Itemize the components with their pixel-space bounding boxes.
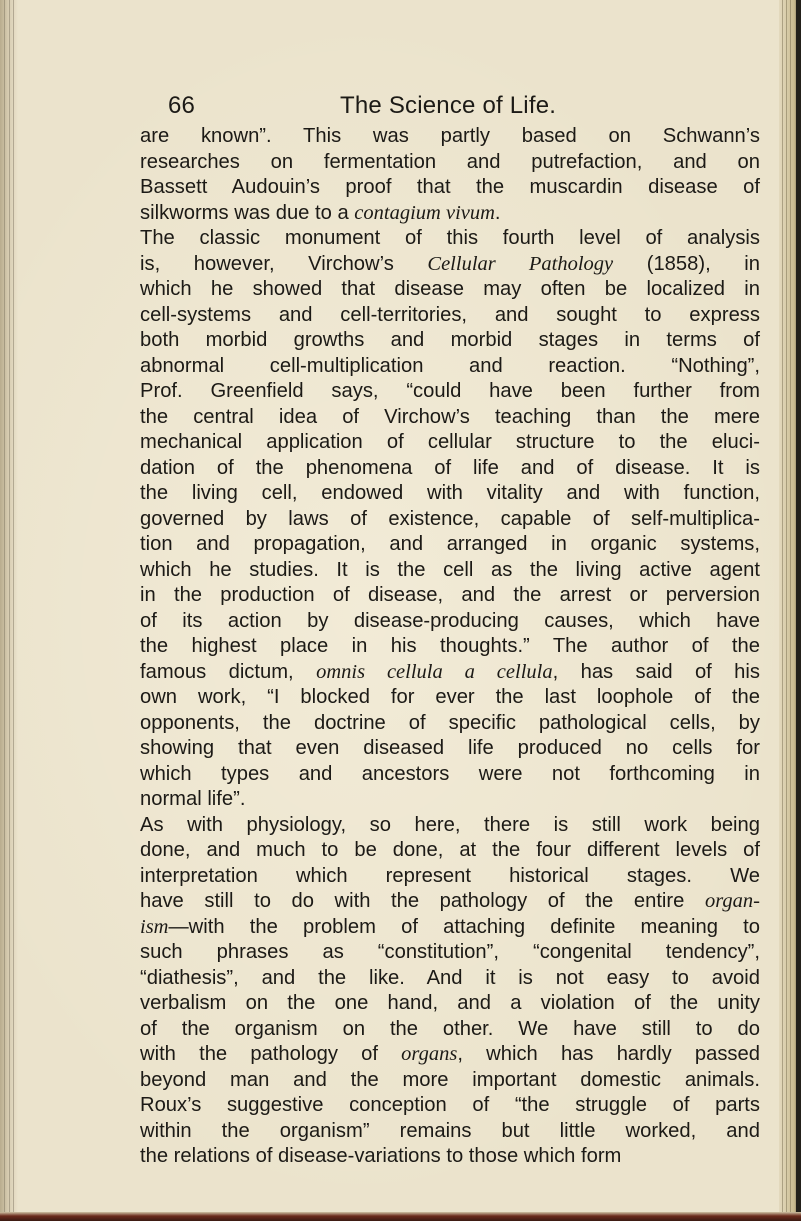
text-run: interpretation which represent historical stages. We [140,864,760,887]
text-line [140,685,760,711]
text-run: As with physiology, so here, there is still work being [140,813,760,836]
text-line [140,532,760,558]
text-run: governed by laws of existence, capable of self-multiplica- [140,507,760,530]
text-run: researches on fermentation and putrefaction, and on [140,150,760,173]
page-edge-stack [779,0,801,1221]
text-run: the central idea of Virchow’s teaching than the mere [140,405,760,428]
italic-text: Cellular Pathology [427,252,614,275]
paragraph [140,813,760,1170]
text-run: , which has hardly passed [457,1043,760,1065]
text-line [140,813,760,839]
gutter-line [4,0,5,1221]
text-run: dation of the phenomena of life and of disease. It is [140,456,760,479]
bottom-edge [0,1212,801,1221]
text-run: in the production of disease, and the arrest or perversion [140,584,760,606]
text-line [140,379,760,405]
text-line [140,583,760,609]
text-run: are known”. This was partly based on Schwann’s [140,125,760,147]
text-run: done, and much to be done, at the four different levels of [140,839,760,861]
text-run: . [494,201,501,224]
text-line [140,940,760,966]
text-run: (1858), in [613,252,760,275]
text-run: is, however, Virchow’s [140,252,428,275]
text-run: opponents, the doctrine of specific pathological cells, by [140,711,760,734]
text-line [140,507,760,533]
text-line [140,991,760,1017]
text-line [140,711,760,737]
gutter-line [13,0,14,1221]
text-run: the relations of disease-variations to those which form [140,1145,622,1167]
text-line [140,558,760,584]
italic-text: organs [401,1043,458,1065]
text-line [140,966,760,992]
text-line [140,1068,760,1094]
text-run: Roux’s suggestive conception of “the struggle of parts [140,1094,760,1116]
running-header [168,92,728,122]
edge-line [790,0,791,1221]
text-run: “diathesis”, and the like. And it is not easy to avoid [140,966,760,989]
text-line [140,303,760,329]
text-line [140,609,760,635]
text-run: own work, “I blocked for ever the last loophole of the [140,686,760,708]
text-run: cell-systems and cell-territories, and sought to express [140,303,760,326]
text-run: which he showed that disease may often be localized in [140,278,760,300]
text-run: such phrases as “constitution”, “congenital tendency”, [140,941,760,963]
text-run: Prof. Greenfield says, “could have been further from [140,380,760,402]
text-line [140,124,760,150]
text-line [140,787,760,813]
text-line [140,1042,760,1068]
text-run: with the pathology of [140,1043,402,1065]
text-run: abnormal cell-multiplication and reaction. “Nothing”, [140,354,760,377]
text-line [140,456,760,482]
text-run: which types and ancestors were not forthcoming in [140,762,760,785]
text-run: , has said of his [552,660,760,683]
edge-line [782,0,783,1221]
text-run: within the organism” remains but little worked, and [140,1119,760,1142]
italic-text: contagium vivum [354,201,495,224]
text-run: of its action by disease-producing causes, which have [140,609,760,632]
text-line [140,252,760,278]
paragraph [140,226,760,813]
text-line [140,660,760,686]
text-run: the living cell, endowed with vitality and with function, [140,482,760,504]
text-line [140,277,760,303]
text-line [140,328,760,354]
text-run: of the organism on the other. We have still to do [140,1017,760,1040]
text-line [140,226,760,252]
text-line [140,838,760,864]
running-title: The Science of Life. [340,92,557,119]
text-line [140,175,760,201]
page-number: 66 [168,92,196,119]
edge-line [786,0,787,1221]
text-run: —with the problem of attaching definite meaning to [168,915,760,938]
text-run: the highest place in his thoughts.” The author of the [140,635,760,657]
text-run: tion and propagation, and arranged in organic systems, [140,533,760,555]
text-run: famous dictum, [140,660,317,683]
text-line [140,150,760,176]
text-line [140,889,760,915]
text-line [140,1144,760,1170]
text-line [140,201,760,227]
paragraph [140,124,760,226]
text-line [140,481,760,507]
text-run: verbalism on the one hand, and a violation of the unity [140,992,760,1014]
text-line [140,354,760,380]
text-line [140,1093,760,1119]
text-run: The classic monument of this fourth level of analysis [140,227,760,249]
text-run: both morbid growths and morbid stages in terms of [140,329,760,351]
text-run: beyond man and the more important domestic animals. [140,1068,760,1091]
gutter-line [9,0,10,1221]
text-run: which he studies. It is the cell as the living active agent [140,558,760,581]
text-run: Bassett Audouin’s proof that the muscardin disease of [140,176,760,198]
text-line [140,405,760,431]
text-line [140,915,760,941]
text-line [140,1119,760,1145]
text-run: showing that even diseased life produced no cells for [140,737,760,759]
text-run: mechanical application of cellular structure to the eluci- [140,431,760,453]
text-line [140,864,760,890]
text-run: normal life”. [140,788,246,810]
text-line [140,762,760,788]
text-line [140,736,760,762]
text-line [140,430,760,456]
text-line [140,1017,760,1043]
italic-text: organ- [704,890,760,912]
body-text [140,124,760,1170]
text-run: have still to do with the pathology of the entire [140,890,705,912]
text-run: silkworms was due to a [140,201,355,224]
text-line [140,634,760,660]
italic-text: ism [140,915,169,938]
italic-text: omnis cellula a cellula [316,660,553,683]
edge-shadow [796,0,801,1221]
